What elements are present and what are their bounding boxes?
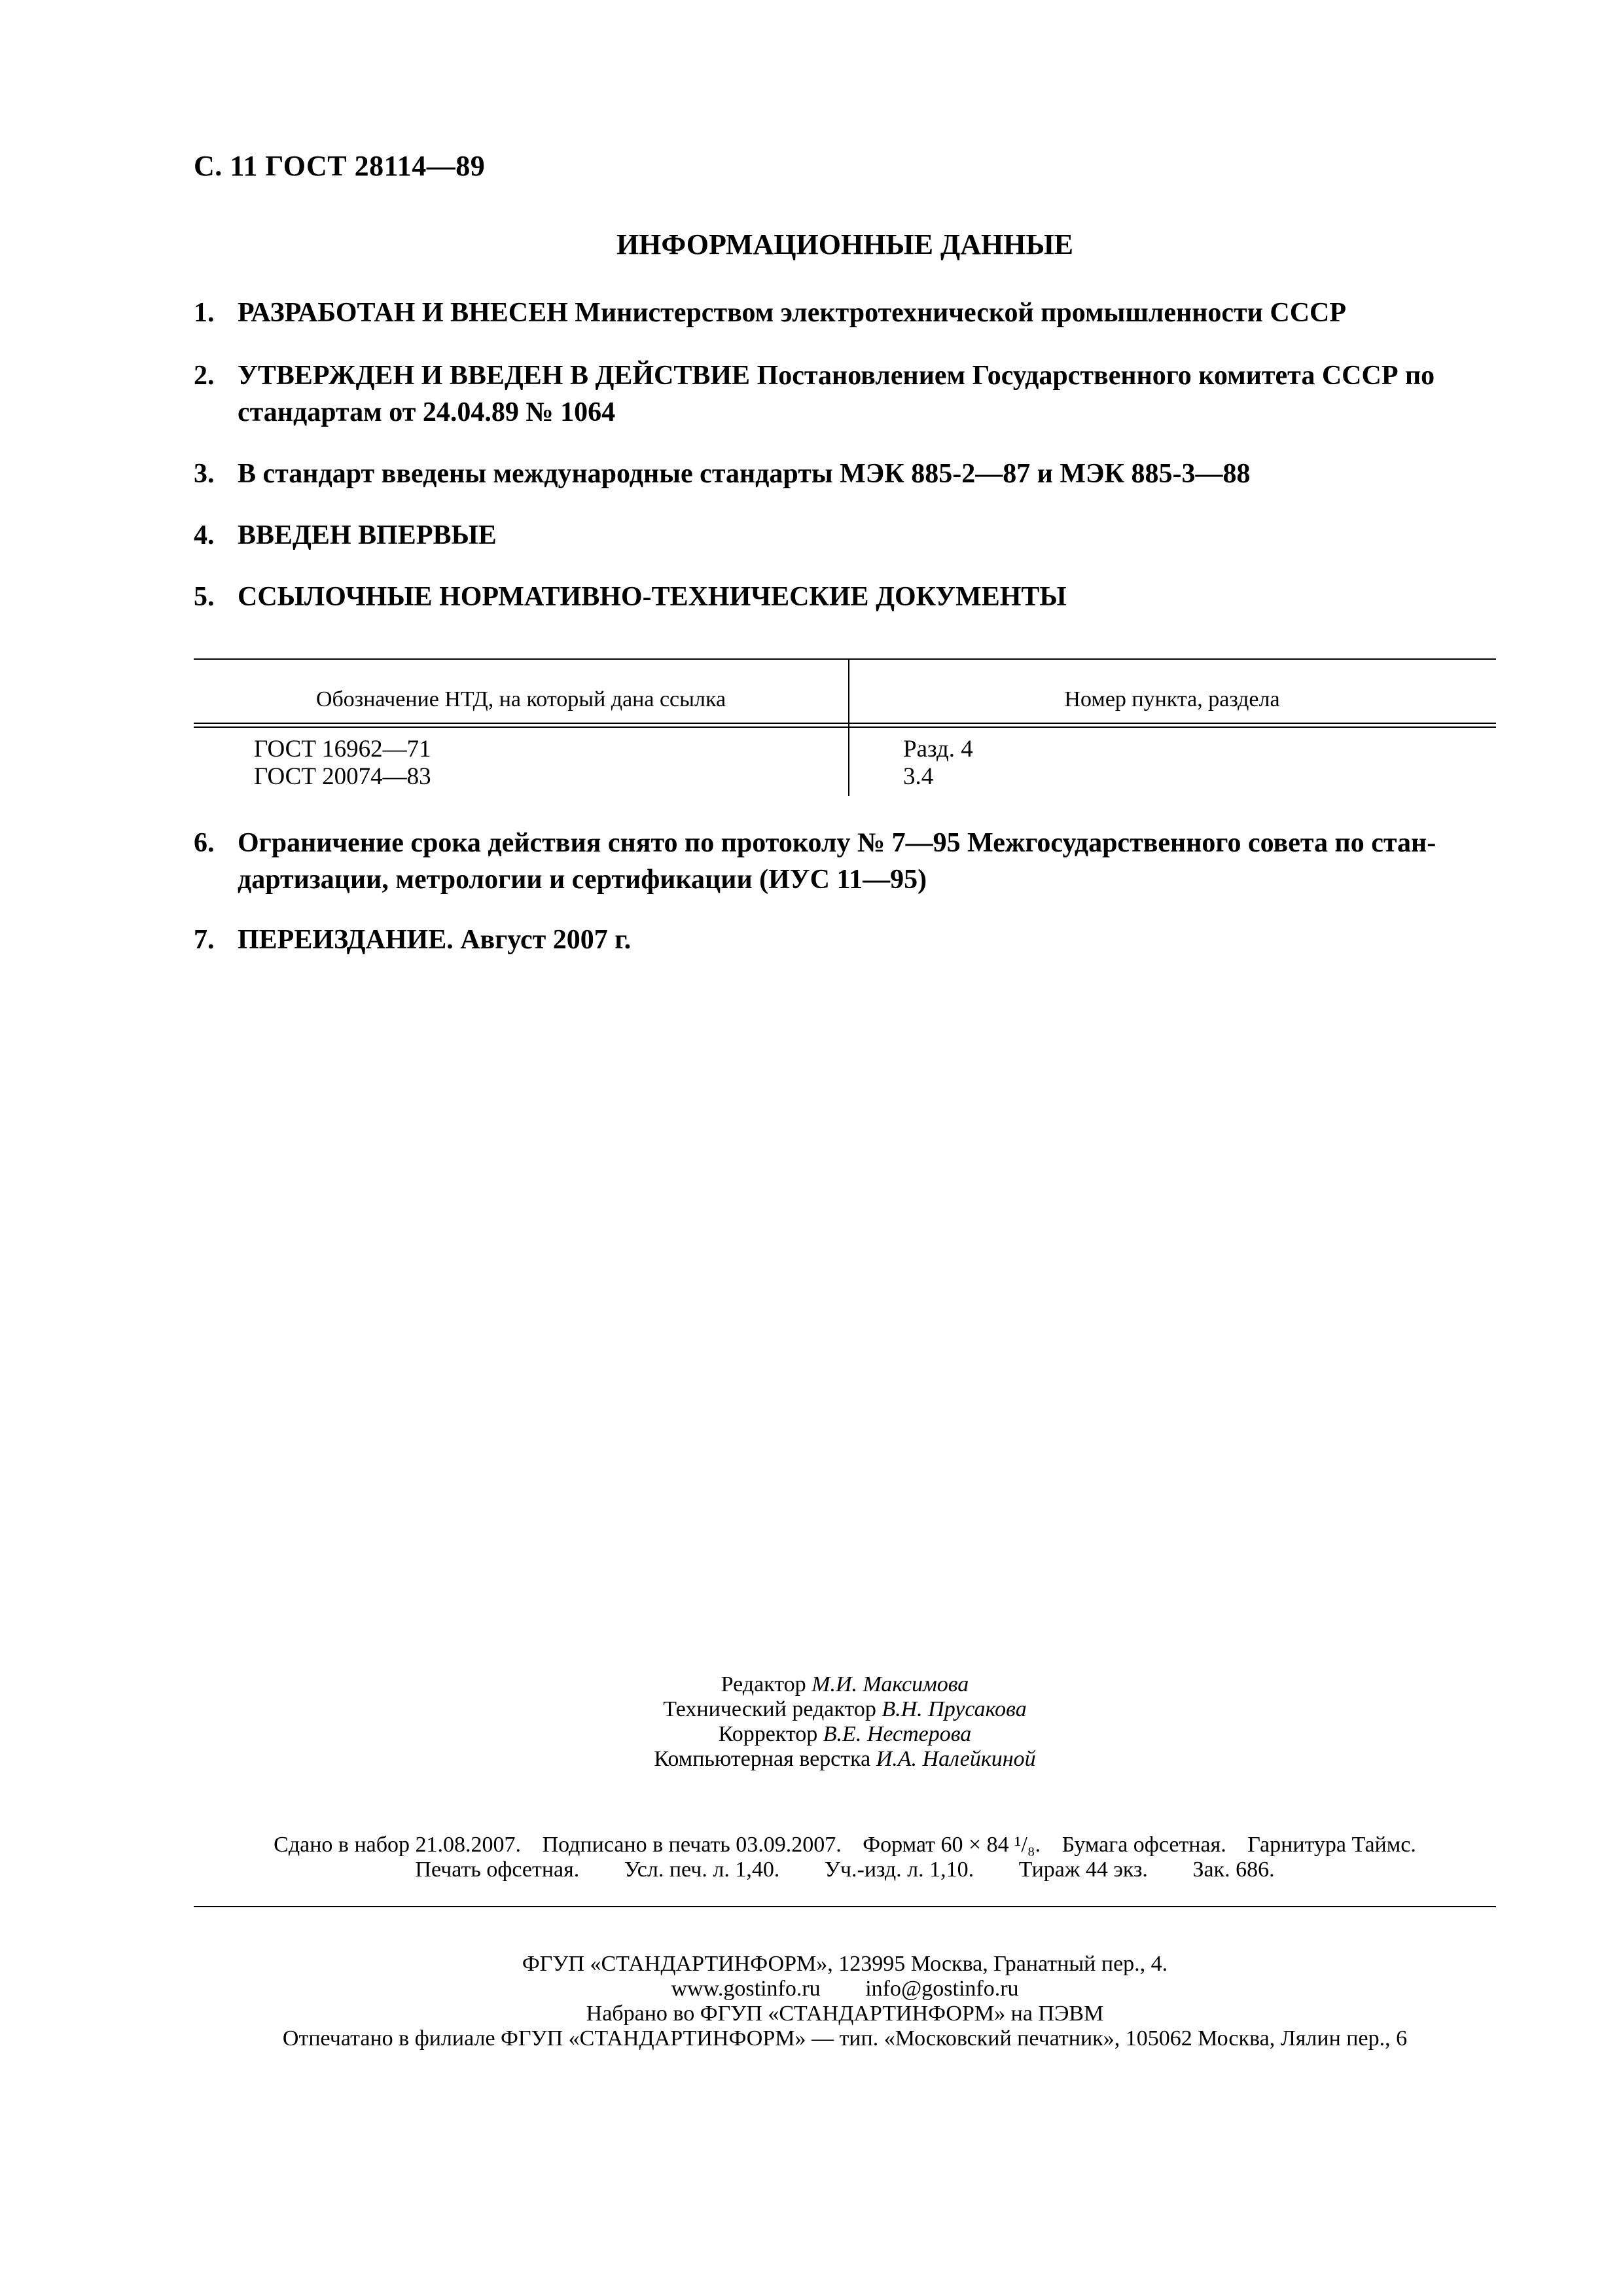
imprint-divider — [194, 1906, 1496, 1907]
imprint-line-2: Печать офсетная. Усл. печ. л. 1,40. Уч.-изд. л. 1,10. Тираж 44 экз. Зак. 686. — [415, 1857, 1275, 1882]
item-number: 2. — [194, 361, 215, 391]
item-text: ССЫЛОЧНЫЕ НОРМАТИВНО-ТЕХНИЧЕСКИЕ ДОКУМЕНТЫ — [238, 582, 1067, 612]
item-text: ВВЕДЕН ВПЕРВЫЕ — [238, 520, 497, 550]
item-text: УТВЕРЖДЕН И ВВЕДЕН В ДЕЙСТВИЕ Постановлением Государственного комитета СССР по — [238, 361, 1435, 391]
item-text-continued: стандартам от 24.04.89 № 1064 — [238, 397, 616, 427]
table-header-section: Номер пункта, раздела — [1064, 687, 1280, 711]
table-cell-section: Разд. 4 — [903, 736, 973, 762]
table-cell-section: 3.4 — [903, 763, 934, 790]
list-item-7 — [194, 922, 1503, 958]
credit-layout: Компьютерная верстка И.А. Налейкиной — [654, 1747, 1036, 1771]
table-header-designation: Обозначение НТД, на который дана ссылка — [315, 687, 726, 711]
item-text: ПЕРЕИЗДАНИЕ. Август 2007 г. — [238, 925, 632, 955]
item-text: РАЗРАБОТАН И ВНЕСЕН Министерством электротехнической промышленности СССР — [238, 298, 1347, 328]
list-item-6 — [194, 825, 1503, 898]
typeset-note: Набрано во ФГУП «СТАНДАРТИНФОРМ» на ПЭВМ — [586, 2001, 1104, 2026]
item-text: Ограничение срока действия снято по протоколу № 7—95 Межгосударственного совета по стан- — [238, 828, 1436, 858]
publisher-contacts — [194, 1977, 1496, 2001]
editorial-credits — [194, 1672, 1496, 1772]
credit-tech-editor: Технический редактор В.Н. Прусакова — [663, 1697, 1027, 1721]
item-number: 3. — [194, 459, 215, 489]
publisher-website: www.gostinfo.ru — [671, 1977, 821, 2001]
item-text-continued: дартизации, метрологии и сертификации (ИУС 11—95) — [238, 865, 927, 895]
credit-corrector: Корректор В.Е. Нестерова — [718, 1722, 972, 1746]
table-header-rule — [194, 723, 1496, 724]
print-imprint — [194, 1833, 1496, 1882]
list-item-2 — [194, 357, 1503, 431]
printed-note: Отпечатано в филиале ФГУП «СТАНДАРТИНФОРМ» — тип. «Московский печатник», 105062 Москва, Лялин пер., 6 — [282, 2026, 1408, 2051]
publisher-email: info@gostinfo.ru — [865, 1977, 1019, 2001]
table-cell-designation: ГОСТ 16962—71 — [254, 736, 431, 762]
references-table — [194, 658, 1496, 796]
section-title: ИНФОРМАЦИОННЫЕ ДАННЫЕ — [616, 228, 1074, 260]
list-item-3 — [194, 456, 1503, 492]
publisher-address: ФГУП «СТАНДАРТИНФОРМ», 123995 Москва, Гранатный пер., 4. — [522, 1952, 1168, 1976]
table-cell-designation: ГОСТ 20074—83 — [254, 763, 431, 790]
imprint-line-1: Сдано в набор 21.08.2007. Подписано в печать 03.09.2007. Формат 60 × 84 ¹/₈. Бумага офсетная. Гарнитура Таймс. — [274, 1833, 1416, 1857]
item-number: 4. — [194, 520, 215, 550]
table-top-rule — [194, 658, 1496, 660]
table-header-rule-double — [194, 726, 1496, 728]
table-column-divider — [848, 658, 849, 796]
credit-editor: Редактор М.И. Максимова — [721, 1672, 969, 1696]
list-item-5 — [194, 579, 1503, 615]
item-text: В стандарт введены международные стандарты МЭК 885-2—87 и МЭК 885-3—88 — [238, 459, 1251, 489]
item-number: 5. — [194, 582, 215, 612]
item-number: 6. — [194, 828, 215, 858]
item-number: 7. — [194, 925, 215, 955]
list-item-1 — [194, 295, 1503, 331]
list-item-4 — [194, 517, 1503, 554]
item-number: 1. — [194, 298, 215, 328]
page-header: С. 11 ГОСТ 28114—89 — [194, 150, 486, 182]
publisher-info — [194, 1952, 1496, 2051]
